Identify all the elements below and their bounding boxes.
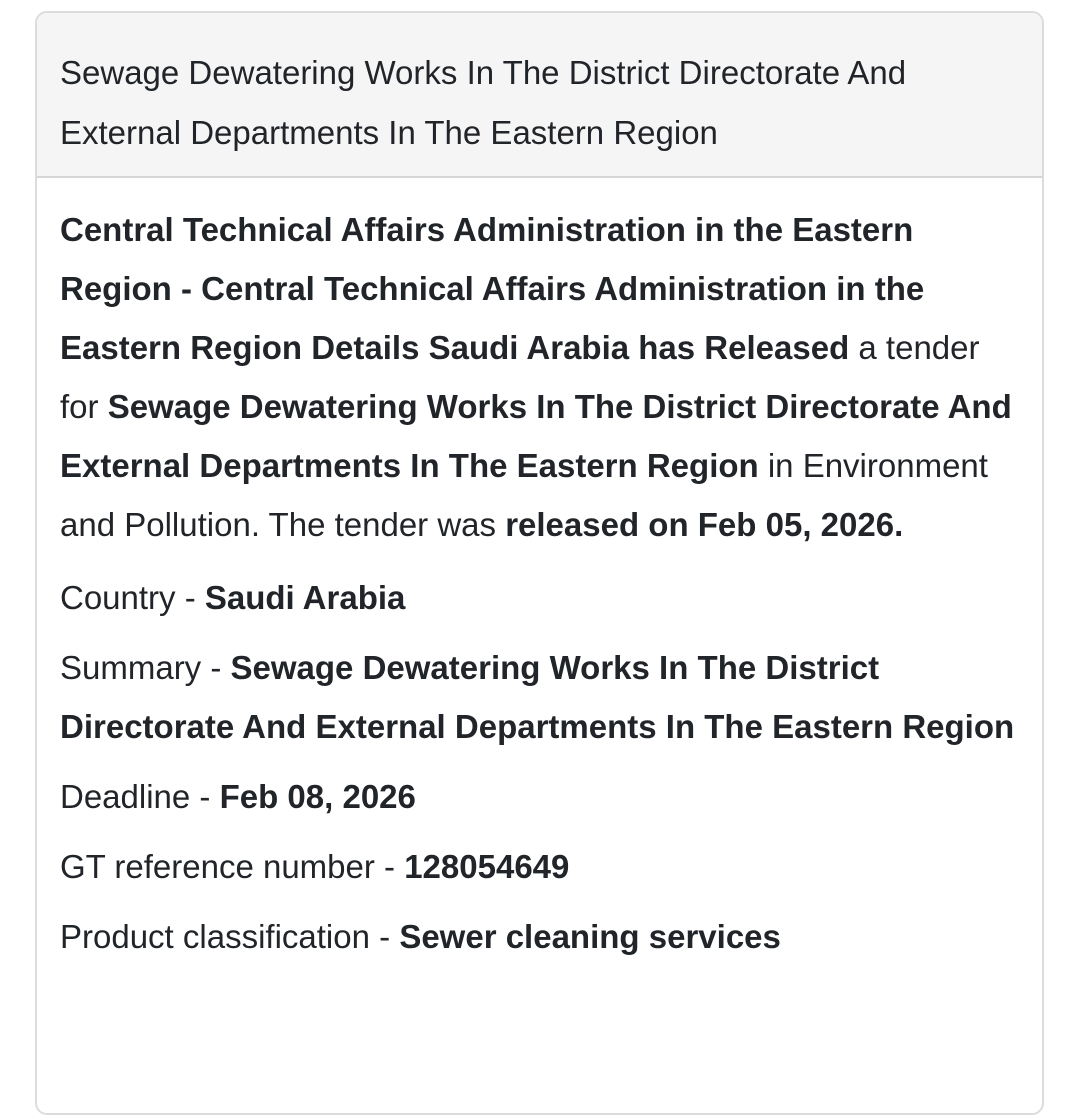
field-deadline [60, 767, 1019, 826]
field-value: Feb 08, 2026 [219, 778, 416, 815]
field-gt-reference [60, 837, 1019, 896]
field-value: Saudi Arabia [204, 579, 406, 616]
field-product-classification [60, 907, 1019, 966]
description-tender-title: Sewage Dewatering Works In The District Directorate And External Departments In The Eastern Region [60, 388, 1012, 484]
description-text: a tender for [60, 329, 980, 425]
field-label: Product classification - [60, 918, 400, 955]
field-country [60, 568, 1019, 627]
description-release: released on Feb 05, 2026. [505, 506, 904, 543]
card-header [37, 13, 1042, 178]
field-value: Sewer cleaning services [399, 918, 781, 955]
description-intro: Central Technical Affairs Administration in the Eastern Region - Central Technical Affairs Administration in the Eastern Region Details Saudi Arabia has Released [60, 211, 925, 366]
field-label: Deadline - [60, 778, 220, 815]
tender-description [60, 200, 1019, 554]
tender-card [35, 11, 1044, 1115]
field-label: Summary - [60, 649, 231, 686]
field-value: 128054649 [404, 848, 570, 885]
field-label: GT reference number - [60, 848, 405, 885]
tender-title: Sewage Dewatering Works In The District Directorate And External Departments In The Eastern Region [60, 54, 907, 151]
description-category: in Environment and Pollution. The tender was [60, 447, 988, 543]
field-label: Country - [60, 579, 205, 616]
field-value: Sewage Dewatering Works In The District Directorate And External Departments In The Eastern Region [60, 649, 1015, 745]
field-summary [60, 638, 1019, 756]
card-body [37, 178, 1042, 966]
